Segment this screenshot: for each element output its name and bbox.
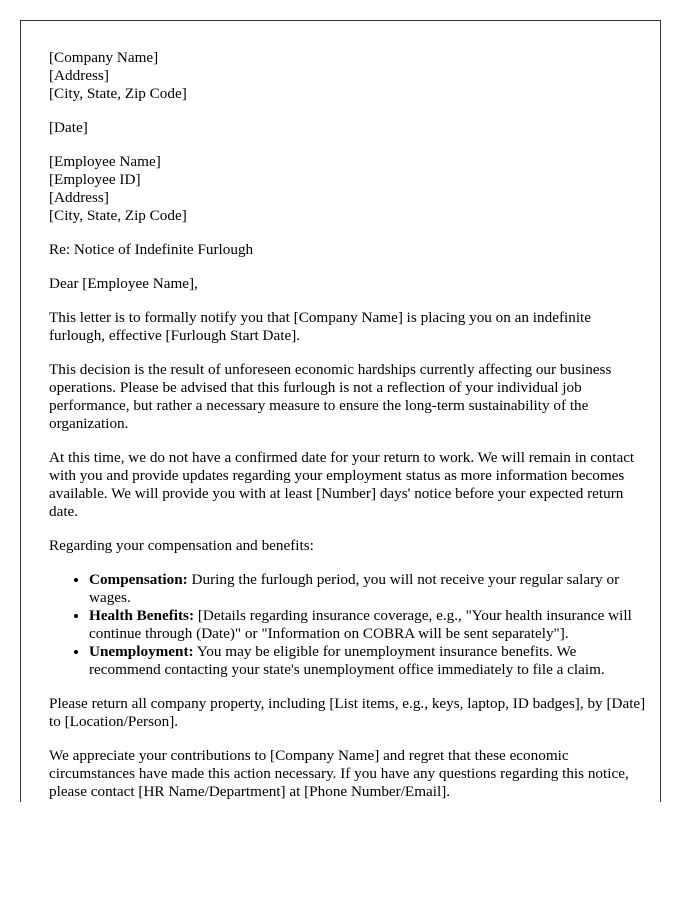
recipient-name: [Employee Name] bbox=[49, 153, 161, 170]
benefit-text: During the furlough period, you will not receive your regular salary or wages. bbox=[89, 571, 620, 606]
list-item bbox=[89, 607, 649, 643]
list-item bbox=[89, 643, 649, 679]
paragraph-return: At this time, we do not have a confirmed date for your return to work. We will remain in contact with you and provide updates regarding your employment status as more information becomes available. We will provide you with at least [Number] days' notice before your expected return date. bbox=[49, 449, 635, 520]
paragraph-property: Please return all company property, including [List items, e.g., keys, laptop, ID badges], by [Date] to [Location/Person]. bbox=[49, 695, 646, 730]
paragraph-closing: We appreciate your contributions to [Company Name] and regret that these economic circumstances have made this action necessary. If you have any questions regarding this notice, please contact [HR Name/Department] at [Phone Number/Email]. bbox=[49, 747, 629, 800]
sender-address: [Address] bbox=[49, 67, 109, 84]
benefit-label: Health Benefits: bbox=[89, 607, 195, 624]
sender-block bbox=[49, 49, 649, 103]
benefit-text: You may be eligible for unemployment insurance benefits. We recommend contacting your state's unemployment office immediately to file a claim. bbox=[89, 643, 605, 678]
benefit-label: Unemployment: bbox=[89, 643, 194, 660]
benefit-text: [Details regarding insurance coverage, e.g., "Your health insurance will continue through (Date)" or "Information on COBRA will be sent separately"]. bbox=[89, 607, 632, 642]
list-item bbox=[89, 571, 649, 607]
sender-company: [Company Name] bbox=[49, 49, 159, 66]
benefit-label: Compensation: bbox=[89, 571, 188, 588]
paragraph-reason: This decision is the result of unforeseen economic hardships currently affecting our business operations. Please be advised that this furlough is not a reflection of your individual job performance, but rather a necessary measure to ensure the long-term sustainability of the organization. bbox=[49, 361, 612, 432]
subject-line: Re: Notice of Indefinite Furlough bbox=[49, 241, 254, 258]
letter-body bbox=[49, 49, 649, 802]
paragraph-benefits-intro: Regarding your compensation and benefits: bbox=[49, 537, 314, 554]
date-block bbox=[49, 119, 649, 137]
recipient-city: [City, State, Zip Code] bbox=[49, 207, 187, 224]
letter-date: [Date] bbox=[49, 119, 88, 136]
salutation: Dear [Employee Name], bbox=[49, 275, 198, 292]
benefits-list bbox=[49, 571, 649, 679]
recipient-block bbox=[49, 153, 649, 225]
recipient-address: [Address] bbox=[49, 189, 109, 206]
letter-page bbox=[20, 20, 661, 802]
paragraph-notice: This letter is to formally notify you that [Company Name] is placing you on an indefinite furlough, effective [Furlough Start Date]. bbox=[49, 309, 591, 344]
sender-city: [City, State, Zip Code] bbox=[49, 85, 187, 102]
recipient-id: [Employee ID] bbox=[49, 171, 141, 188]
